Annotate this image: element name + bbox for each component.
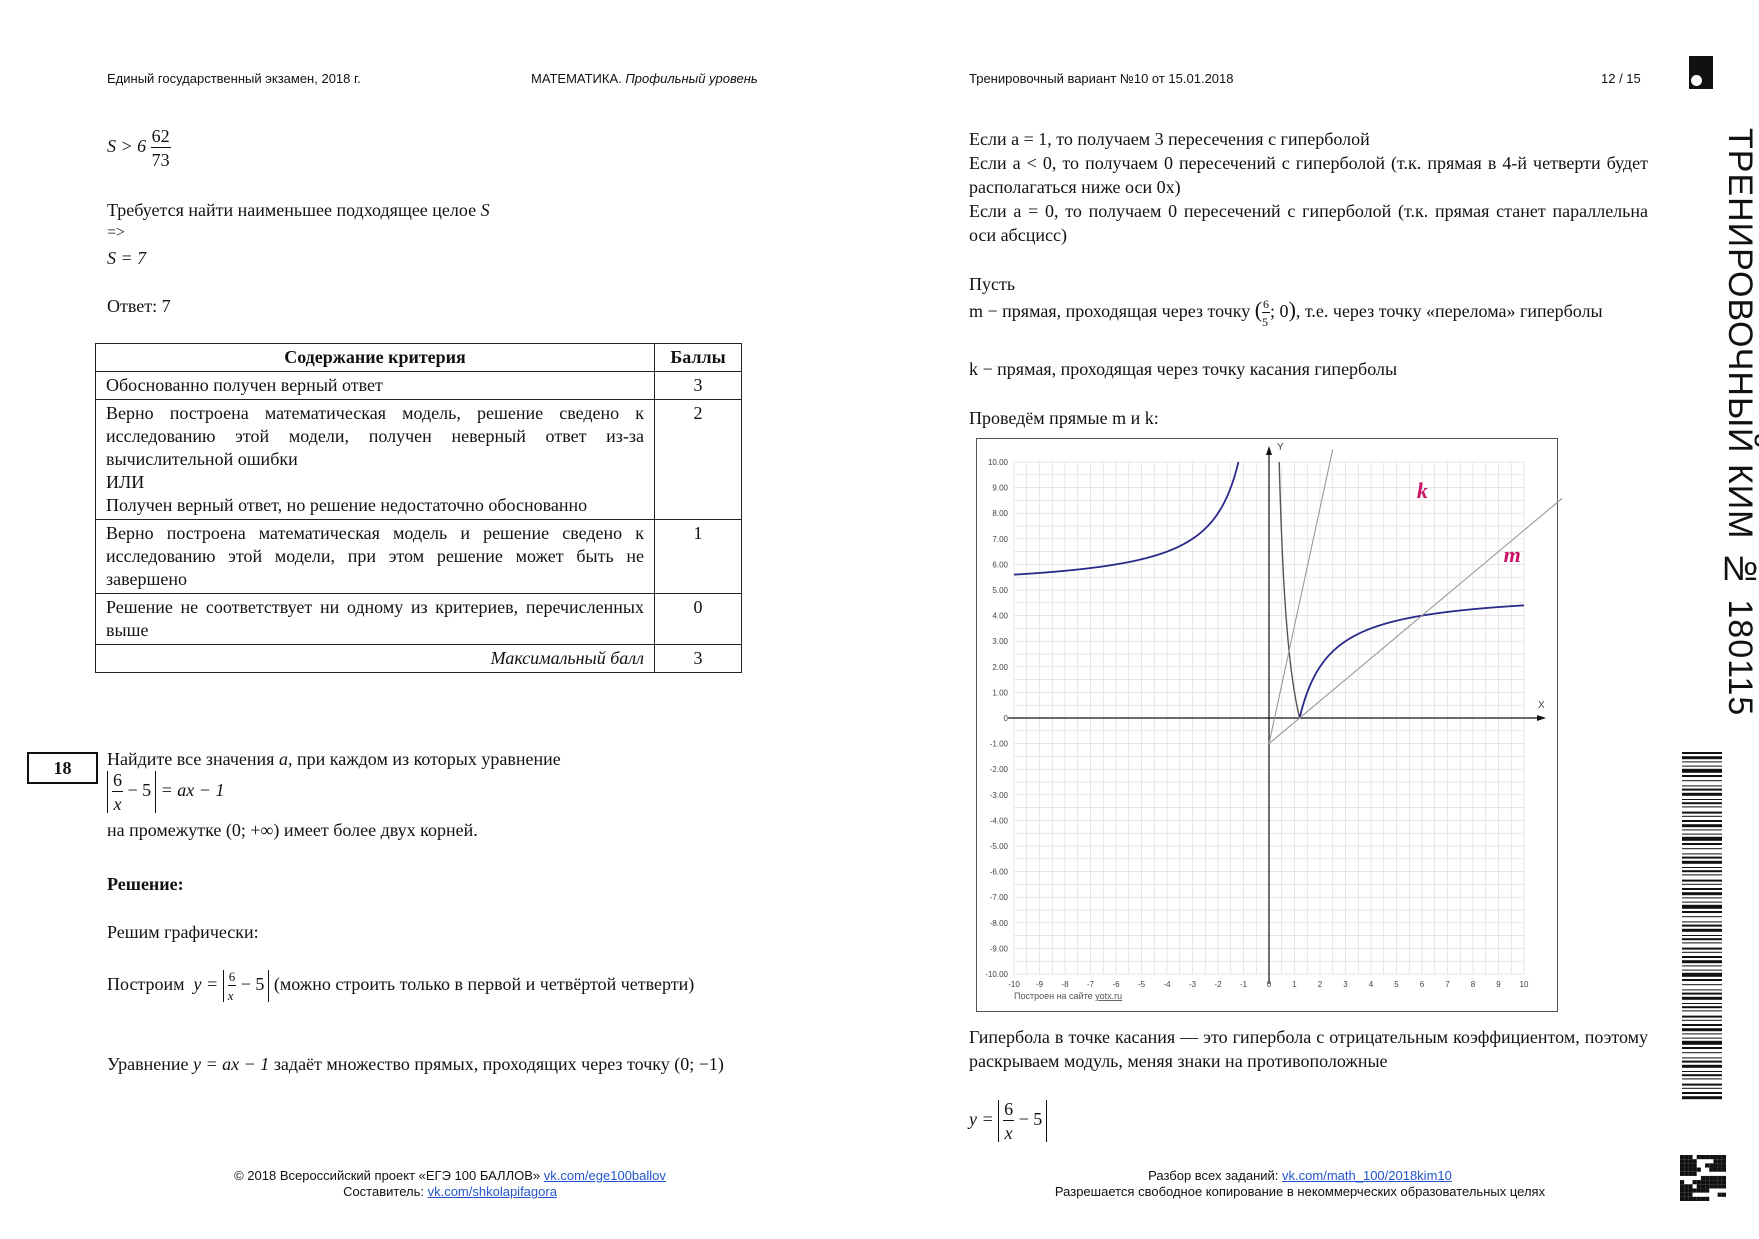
x-tick-label: 9 bbox=[1496, 980, 1501, 989]
label-k: k bbox=[1416, 477, 1428, 503]
header-variant: Тренировочный вариант №10 от 15.01.2018 bbox=[969, 71, 1234, 86]
task-interval: на промежутке (0; +∞) имеет более двух корней. bbox=[107, 820, 478, 840]
y-tick-label: 1.00 bbox=[992, 688, 1008, 698]
table-row bbox=[96, 372, 742, 400]
header-subject: МАТЕМАТИКА. Профильный уровень bbox=[531, 71, 758, 86]
answer: Ответ: 7 bbox=[107, 296, 171, 316]
x-tick-label: 10 bbox=[1519, 980, 1529, 989]
x-tick-label: -10 bbox=[1008, 980, 1020, 989]
task-equation: $\frac{6}{x}$ − 5 = ax − 1 bbox=[107, 771, 224, 813]
k-definition: k − прямая, проходящая через точку касания гиперболы bbox=[969, 359, 1398, 379]
x-tick-label: 8 bbox=[1470, 980, 1476, 989]
y-tick-label: 6.00 bbox=[992, 560, 1008, 570]
case-a-negative: Если a < 0, то получаем 0 пересечений с гиперболой (т.к. прямая в 4-й четверти будет располагаться ниже оси 0x) bbox=[969, 153, 1648, 197]
y-tick-label: -7.00 bbox=[989, 893, 1008, 903]
x-tick-label: -6 bbox=[1112, 980, 1120, 989]
y-tick-label: -1.00 bbox=[989, 739, 1008, 749]
x-tick-label: -8 bbox=[1061, 980, 1069, 989]
solve-graphically: Решим графически: bbox=[107, 922, 259, 942]
line-equation-text: Уравнение y = ax − 1 задаёт множество прямых, проходящих через точку (0; −1) bbox=[107, 1054, 724, 1074]
final-formula: y = $\frac{6}{x}$ − 5 bbox=[969, 1100, 1047, 1142]
table-row bbox=[96, 520, 742, 594]
analysis-link[interactable]: vk.com/math_100/2018kim10 bbox=[1282, 1168, 1452, 1183]
y-tick-label: 10.00 bbox=[987, 458, 1008, 467]
table-row bbox=[96, 400, 742, 520]
criterion-score: 0 bbox=[655, 594, 742, 645]
x-tick-label: 2 bbox=[1317, 980, 1323, 989]
criterion-score: 3 bbox=[655, 372, 742, 400]
y-tick-label: 8.00 bbox=[992, 509, 1008, 519]
y-tick-label: 4.00 bbox=[992, 611, 1008, 621]
m-definition: m − прямая, проходящая через точку ( $\frac{6}{5}$ ; 0), т.е. через точку «перелома» гиперболы bbox=[969, 297, 1603, 329]
y-tick-label: 2.00 bbox=[992, 662, 1008, 672]
task-number: 18 bbox=[27, 752, 98, 784]
graph-credit: Построен на сайте yotx.ru bbox=[1014, 991, 1123, 1001]
graph bbox=[976, 438, 1558, 1012]
find-text: Требуется найти наименьшее подходящее целое S bbox=[107, 200, 490, 220]
y-tick-label: 7.00 bbox=[992, 534, 1008, 544]
x-tick-label: -1 bbox=[1239, 980, 1248, 989]
x-tick-label: -5 bbox=[1137, 980, 1146, 989]
table-header-row bbox=[96, 344, 742, 372]
header-criterion: Содержание критерия bbox=[96, 344, 655, 372]
header-exam: Единый государственный экзамен, 2018 г. bbox=[107, 71, 361, 86]
x-tick-label: -2 bbox=[1214, 980, 1222, 989]
y-tick-label: -5.00 bbox=[989, 842, 1008, 851]
label-m: m bbox=[1503, 541, 1521, 567]
graph-frame bbox=[977, 439, 1558, 1012]
x-tick-label: -3 bbox=[1188, 980, 1197, 989]
y-tick-label: -10.00 bbox=[985, 970, 1008, 979]
s-equals: S = 7 bbox=[107, 248, 147, 268]
page-number: 12 / 15 bbox=[1601, 71, 1641, 86]
case-a-zero: Если a = 0, то получаем 0 пересечений с гиперболой (т.к. прямая станет параллельна оси абсцисс) bbox=[969, 201, 1648, 245]
y-tick-label: 0 bbox=[1003, 714, 1008, 723]
y-tick-label: -4.00 bbox=[989, 816, 1008, 826]
y-tick-label: -6.00 bbox=[989, 867, 1008, 877]
case-a-equals-1: Если a = 1, то получаем 3 пересечения с гиперболой bbox=[969, 129, 1370, 149]
y-tick-label: -9.00 bbox=[989, 944, 1008, 954]
task-statement: Найдите все значения a, при каждом из которых уравнение bbox=[107, 749, 561, 769]
criterion-score: 1 bbox=[655, 520, 742, 594]
x-tick-label: 5 bbox=[1394, 980, 1399, 989]
inequality: S > 6 $\frac{62}{73}$ bbox=[107, 126, 170, 170]
footer-right: Разбор всех заданий: vk.com/math_100/2018kim10 Разрешается свободное копирование в некоммерческих образовательных целях bbox=[1054, 1168, 1546, 1199]
x-axis-label: X bbox=[1538, 700, 1545, 711]
table-row bbox=[96, 645, 742, 673]
criterion-text: Верно построена математическая модель и решение сведено к исследованию этой модели, при этом решение может быть не завершено bbox=[96, 520, 655, 594]
x-tick-label: 3 bbox=[1343, 980, 1348, 989]
header-points: Баллы bbox=[655, 344, 742, 372]
build-text: Построим y = $\frac{6}{x}$ − 5 (можно строить только в первой и четвёртой четверти) bbox=[107, 969, 695, 1003]
criterion-text: Обоснованно получен верный ответ bbox=[96, 372, 655, 400]
x-tick-label: -7 bbox=[1086, 980, 1095, 989]
y-axis-label: Y bbox=[1277, 442, 1284, 453]
x-tick-label: -4 bbox=[1163, 980, 1171, 989]
y-tick-label: -2.00 bbox=[989, 765, 1008, 775]
copyright-link[interactable]: vk.com/ege100ballov bbox=[543, 1168, 666, 1183]
x-tick-label: 4 bbox=[1368, 980, 1374, 989]
criterion-text: Верно построена математическая модель, решение сведено к исследованию этой модели, получен неверный ответ из-за вычислительной ошибки ИЛИ Получен верный ответ, но решение недостаточно обоснованно bbox=[96, 400, 655, 520]
sidebar-title: ТРЕНИРОВОЧНЫЙ КИМ № 180115 bbox=[1721, 128, 1759, 717]
x-tick-label: 1 bbox=[1292, 980, 1297, 989]
table-row bbox=[96, 594, 742, 645]
max-score-label: Максимальный балл bbox=[490, 648, 644, 668]
corner-marker bbox=[1689, 56, 1713, 89]
x-tick-label: 7 bbox=[1445, 980, 1450, 989]
y-tick-label: 9.00 bbox=[992, 483, 1008, 493]
composer-link[interactable]: vk.com/shkolapifagora bbox=[427, 1184, 557, 1199]
criterion-text: Решение не соответствует ни одному из критериев, перечисленных выше bbox=[96, 594, 655, 645]
x-tick-label: -9 bbox=[1035, 980, 1044, 989]
max-score: 3 bbox=[655, 645, 742, 673]
draw-lines-text: Проведём прямые m и k: bbox=[969, 408, 1159, 428]
qr-code bbox=[1680, 1155, 1726, 1201]
y-tick-label: 5.00 bbox=[992, 586, 1008, 595]
let-text: Пусть bbox=[969, 274, 1016, 294]
criteria-table bbox=[95, 343, 742, 673]
solution-heading: Решение: bbox=[107, 874, 184, 894]
implies-arrow: => bbox=[107, 224, 126, 241]
y-tick-label: -3.00 bbox=[989, 790, 1008, 800]
y-tick-label: -8.00 bbox=[989, 918, 1008, 928]
y-tick-label: 3.00 bbox=[992, 637, 1008, 647]
barcode bbox=[1682, 752, 1724, 1102]
criterion-score: 2 bbox=[655, 400, 742, 520]
x-tick-label: 6 bbox=[1419, 980, 1425, 989]
hyperbola-text: Гипербола в точке касания — это гипербола с отрицательным коэффициентом, поэтому раскрываем модуль, меняя знаки на противоположные bbox=[969, 1027, 1648, 1071]
footer-left: © 2018 Всероссийский проект «ЕГЭ 100 БАЛЛОВ» vk.com/ege100ballov Составитель: vk.com/shkolapifagora bbox=[234, 1168, 666, 1199]
x-tick-label: 0 bbox=[1266, 980, 1272, 989]
